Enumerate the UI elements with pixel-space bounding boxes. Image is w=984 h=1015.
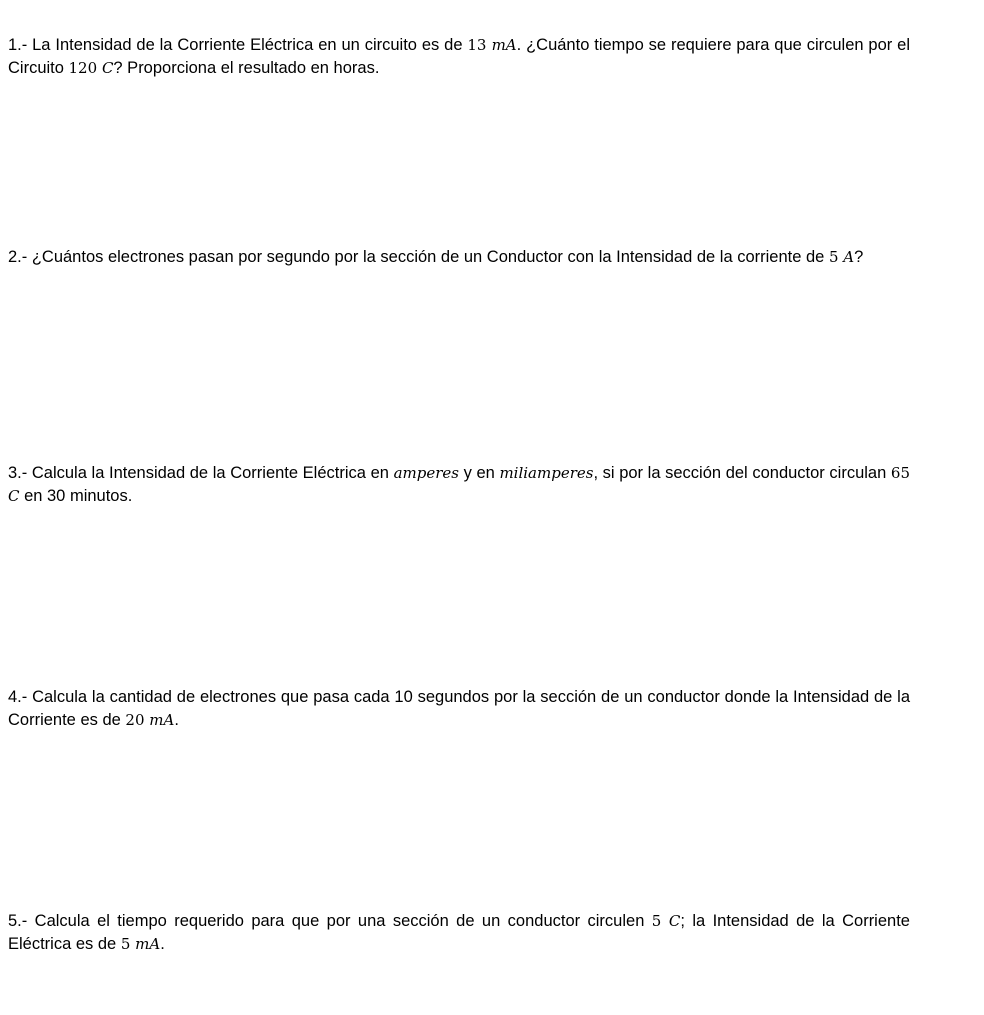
problem-5-charge-unit: C <box>668 912 681 930</box>
problem-3-text: 3.- Calcula la Intensidad de la Corriente Eléctrica en <box>8 464 394 482</box>
problem-1-charge-unit: C <box>101 59 114 77</box>
problem-2-current <box>829 248 854 266</box>
problem-5-text: 5.- Calcula el tiempo requerido para que por una sección de un conductor circulen <box>8 912 652 930</box>
problem-1-current-unit: mA <box>491 36 517 54</box>
problem-4 <box>8 686 910 732</box>
problem-5-current-unit: mA <box>135 935 161 953</box>
problem-1-current <box>467 36 516 54</box>
problem-5-charge <box>652 912 681 930</box>
problem-1-text: 1.- La Intensidad de la Corriente Eléctrica en un circuito es de <box>8 36 468 54</box>
problem-5-current <box>121 935 160 953</box>
problem-4-text: 4.- Calcula la cantidad de electrones que pasa cada 10 segundos por la sección de un conductor donde la Intensidad de la Corriente es de <box>8 688 910 729</box>
problem-3-text-3: , si por la sección del conductor circulan <box>593 464 891 482</box>
problem-1-charge-value: 120 <box>68 59 98 77</box>
problem-2 <box>8 246 910 269</box>
problem-1-text-3: ? Proporciona el resultado en horas. <box>113 59 380 77</box>
problem-5-text-3: . <box>160 935 165 953</box>
problem-1-current-value: 13 <box>467 36 487 54</box>
problem-3-text-2: y en <box>458 464 500 482</box>
problem-3-text-4: en 30 minutos. <box>19 487 133 505</box>
problem-1 <box>8 34 910 80</box>
problem-3 <box>8 462 910 508</box>
problem-1-text-2: . ¿Cuánto tiempo se requiere para que circulen por el Circuito <box>8 36 910 77</box>
problem-4-current-unit: mA <box>149 711 175 729</box>
problem-2-current-value: 5 <box>828 248 839 266</box>
problem-2-text-2: ? <box>854 248 864 266</box>
problem-3-unit-amperes: amperes <box>393 464 459 482</box>
problem-2-current-unit: A <box>843 248 855 266</box>
problem-5-text-2: ; la Intensidad de la Corriente Eléctrica es de <box>8 912 910 953</box>
problem-2-text: 2.- ¿Cuántos electrones pasan por segundo por la sección de un Conductor con la Intensidad de la corriente de <box>8 248 829 266</box>
problem-3-charge-unit: C <box>8 487 20 505</box>
problem-3-charge-value: 65 <box>890 464 910 482</box>
problem-4-current <box>125 711 174 729</box>
problem-3-unit-miliamperes: miliamperes <box>499 464 594 482</box>
problem-1-charge <box>69 59 114 77</box>
problem-4-text-2: . <box>174 711 179 729</box>
problem-5 <box>8 910 910 956</box>
problem-5-current-value: 5 <box>120 935 131 953</box>
problem-4-current-value: 20 <box>125 711 145 729</box>
problem-5-charge-value: 5 <box>651 912 662 930</box>
